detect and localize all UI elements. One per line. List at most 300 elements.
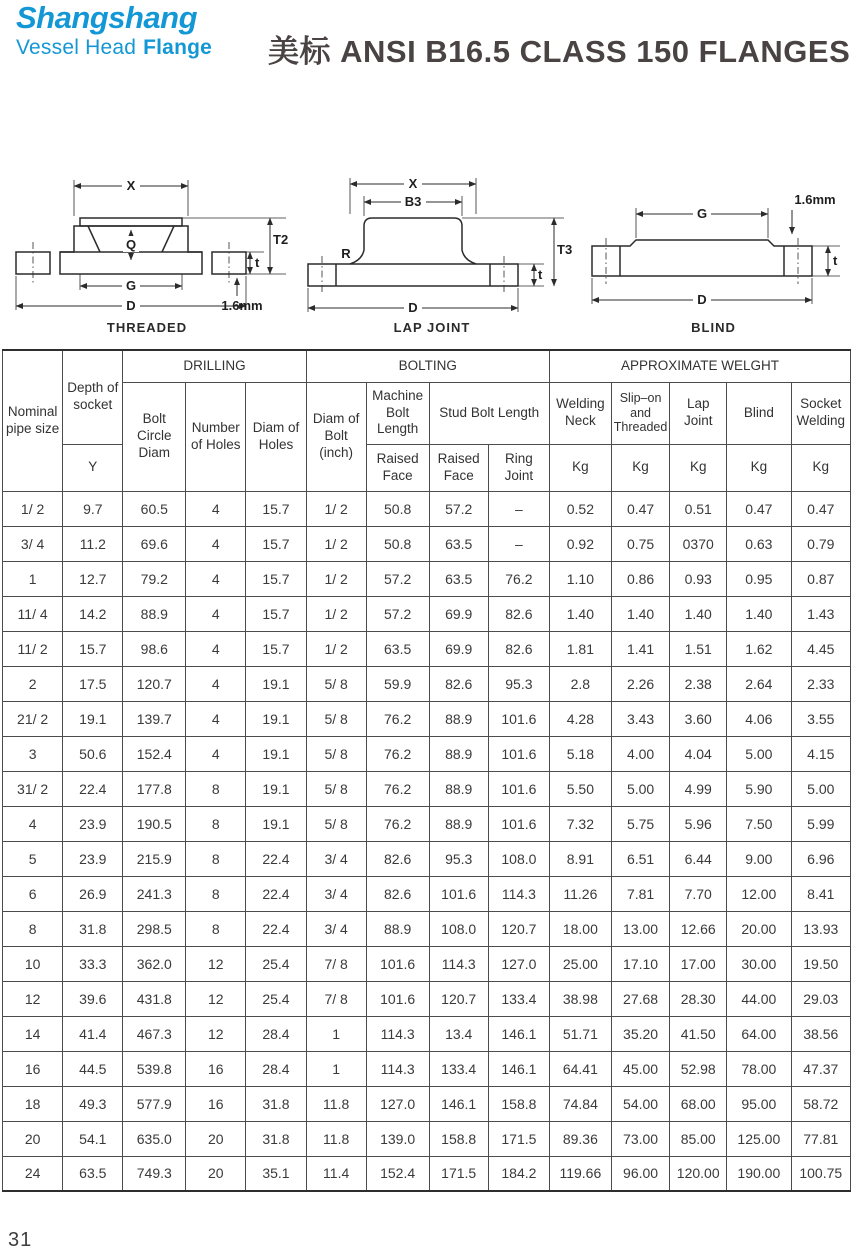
table-cell: 13.93 <box>791 911 850 946</box>
sub-header-stud-ring-joint: Ring Joint <box>488 444 549 491</box>
table-cell: 139.0 <box>366 1121 429 1156</box>
table-cell: 8 <box>3 911 63 946</box>
table-cell: 133.4 <box>429 1051 488 1086</box>
group-header-drilling: DRILLING <box>123 350 306 382</box>
table-cell: 11.2 <box>63 526 123 561</box>
sub-header-stud-raised-face: Raised Face <box>429 444 488 491</box>
table-cell: 22.4 <box>246 876 306 911</box>
table-cell: 15.7 <box>246 526 306 561</box>
table-cell: 44.00 <box>727 981 791 1016</box>
table-cell: 0.87 <box>791 561 850 596</box>
table-cell: 5.50 <box>549 771 611 806</box>
table-cell: 18.00 <box>549 911 611 946</box>
table-cell: 88.9 <box>429 736 488 771</box>
table-cell: 1.51 <box>670 631 727 666</box>
table-cell: 30.00 <box>727 946 791 981</box>
table-cell: 45.00 <box>611 1051 670 1086</box>
dim-label-d: D <box>408 300 418 315</box>
table-cell: 114.3 <box>366 1016 429 1051</box>
table-cell: 635.0 <box>123 1121 186 1156</box>
table-cell: 76.2 <box>366 736 429 771</box>
table-cell: 8 <box>186 841 246 876</box>
table-cell: 4.45 <box>791 631 850 666</box>
table-row <box>3 1156 851 1191</box>
col-header-lap-joint: Lap Joint <box>670 382 727 444</box>
table-cell: 63.5 <box>429 561 488 596</box>
table-cell: 158.8 <box>429 1121 488 1156</box>
table-cell: 114.3 <box>366 1051 429 1086</box>
drawing-caption-lap-joint: LAP JOINT <box>393 320 471 335</box>
table-cell: 63.5 <box>63 1156 123 1191</box>
page-number: 31 <box>8 1229 33 1251</box>
table-cell: 54.1 <box>63 1121 123 1156</box>
table-cell: 1 <box>306 1051 366 1086</box>
table-row <box>3 1086 851 1121</box>
dim-label-rf: 1.6mm <box>221 298 263 313</box>
table-cell: 88.9 <box>429 701 488 736</box>
table-cell: 119.66 <box>549 1156 611 1191</box>
table-row <box>3 841 851 876</box>
table-cell: 12.00 <box>727 876 791 911</box>
table-row <box>3 771 851 806</box>
table-cell: 6.51 <box>611 841 670 876</box>
dim-label-t3: T3 <box>557 242 573 257</box>
table-cell: 0.47 <box>611 491 670 526</box>
table-cell: 50.8 <box>366 526 429 561</box>
table-cell: 57.2 <box>429 491 488 526</box>
dim-label-x: X <box>126 178 136 193</box>
table-cell: 19.1 <box>246 701 306 736</box>
table-cell: 64.41 <box>549 1051 611 1086</box>
table-cell: – <box>488 491 549 526</box>
table-cell: 5.75 <box>611 806 670 841</box>
table-cell: 78.00 <box>727 1051 791 1086</box>
table-cell: 82.6 <box>488 631 549 666</box>
table-cell: 15.7 <box>246 596 306 631</box>
table-cell: 12 <box>3 981 63 1016</box>
drawing-blind <box>572 168 853 335</box>
table-cell: 127.0 <box>488 946 549 981</box>
table-cell: 29.03 <box>791 981 850 1016</box>
table-cell: 1/ 2 <box>306 526 366 561</box>
table-cell: 28.4 <box>246 1051 306 1086</box>
table-cell: 95.3 <box>488 666 549 701</box>
table-cell: 35.20 <box>611 1016 670 1051</box>
table-cell: 3.55 <box>791 701 850 736</box>
table-cell: 0.93 <box>670 561 727 596</box>
table-cell: 114.3 <box>488 876 549 911</box>
col-header-diam-of-bolt: Diam of Bolt (inch) <box>306 382 366 491</box>
dim-label-g: G <box>696 206 708 221</box>
table-cell: 19.1 <box>246 736 306 771</box>
table-cell: 3/ 4 <box>306 911 366 946</box>
table-cell: 7.81 <box>611 876 670 911</box>
col-header-number-of-holes: Number of Holes <box>186 382 246 491</box>
col-header-stud-bolt-length: Stud Bolt Length <box>429 382 549 444</box>
table-cell: 0.95 <box>727 561 791 596</box>
table-cell: 98.6 <box>123 631 186 666</box>
table-cell: 60.5 <box>123 491 186 526</box>
table-cell: 11.4 <box>306 1156 366 1191</box>
table-cell: 8.91 <box>549 841 611 876</box>
table-cell: 146.1 <box>488 1051 549 1086</box>
table-cell: 76.2 <box>366 806 429 841</box>
table-cell: 24 <box>3 1156 63 1191</box>
table-cell: 20.00 <box>727 911 791 946</box>
table-cell: 120.7 <box>488 911 549 946</box>
table-cell: 1.10 <box>549 561 611 596</box>
table-cell: 4 <box>186 491 246 526</box>
table-cell: 57.2 <box>366 561 429 596</box>
flange-drawings <box>2 168 851 335</box>
table-cell: 1.41 <box>611 631 670 666</box>
table-cell: 11.8 <box>306 1086 366 1121</box>
table-cell: 79.2 <box>123 561 186 596</box>
table-cell: 3/ 4 <box>3 526 63 561</box>
col-header-diam-of-holes: Diam of Holes <box>246 382 306 491</box>
dim-label-t: t <box>833 253 838 268</box>
table-cell: 1/ 2 <box>306 561 366 596</box>
sub-header-unit-kg-1: Kg <box>549 444 611 491</box>
table-cell: 0.52 <box>549 491 611 526</box>
table-cell: 7.70 <box>670 876 727 911</box>
table-cell: 17.10 <box>611 946 670 981</box>
table-cell: 12 <box>186 1016 246 1051</box>
table-cell: 14.2 <box>63 596 123 631</box>
table-cell: 31.8 <box>63 911 123 946</box>
table-cell: 63.5 <box>429 526 488 561</box>
dim-label-d: D <box>126 298 136 313</box>
table-cell: 15.7 <box>63 631 123 666</box>
sub-header-y: Y <box>63 444 123 491</box>
table-cell: 17.00 <box>670 946 727 981</box>
table-cell: 11/ 4 <box>3 596 63 631</box>
table-cell: 4 <box>186 631 246 666</box>
table-cell: – <box>488 526 549 561</box>
table-cell: 76.2 <box>366 701 429 736</box>
drawing-lap-joint <box>292 168 572 335</box>
table-cell: 0370 <box>670 526 727 561</box>
table-row <box>3 806 851 841</box>
table-cell: 1.62 <box>727 631 791 666</box>
table-cell: 11.8 <box>306 1121 366 1156</box>
table-row <box>3 631 851 666</box>
table-cell: 31.8 <box>246 1086 306 1121</box>
table-cell: 4 <box>186 526 246 561</box>
table-cell: 5 <box>3 841 63 876</box>
table-cell: 4 <box>186 596 246 631</box>
table-cell: 6.44 <box>670 841 727 876</box>
dim-label-r: R <box>341 246 351 261</box>
table-cell: 171.5 <box>429 1156 488 1191</box>
table-row <box>3 701 851 736</box>
table-cell: 1 <box>306 1016 366 1051</box>
logo-tagline-bold: Flange <box>143 36 213 59</box>
table-cell: 4 <box>186 561 246 596</box>
table-cell: 26.9 <box>63 876 123 911</box>
table-cell: 49.3 <box>63 1086 123 1121</box>
table-cell: 5/ 8 <box>306 701 366 736</box>
table-cell: 2 <box>3 666 63 701</box>
table-cell: 38.98 <box>549 981 611 1016</box>
table-cell: 95.00 <box>727 1086 791 1121</box>
table-cell: 100.75 <box>791 1156 850 1191</box>
table-cell: 85.00 <box>670 1121 727 1156</box>
table-cell: 63.5 <box>366 631 429 666</box>
table-cell: 0.47 <box>727 491 791 526</box>
group-header-approx-weight: APPROXIMATE WELGHT <box>549 350 850 382</box>
table-cell: 6.96 <box>791 841 850 876</box>
table-cell: 190.5 <box>123 806 186 841</box>
table-cell: 101.6 <box>429 876 488 911</box>
table-cell: 25.4 <box>246 981 306 1016</box>
table-cell: 152.4 <box>123 736 186 771</box>
table-cell: 108.0 <box>429 911 488 946</box>
table-cell: 431.8 <box>123 981 186 1016</box>
table-cell: 2.64 <box>727 666 791 701</box>
table-row <box>3 876 851 911</box>
table-cell: 50.8 <box>366 491 429 526</box>
table-cell: 4.99 <box>670 771 727 806</box>
table-cell: 127.0 <box>366 1086 429 1121</box>
table-cell: 15.7 <box>246 491 306 526</box>
table-cell: 8 <box>186 911 246 946</box>
col-header-depth-of-socket: Depth of socket <box>63 350 123 444</box>
table-cell: 35.1 <box>246 1156 306 1191</box>
table-cell: 114.3 <box>429 946 488 981</box>
table-cell: 1/ 2 <box>306 631 366 666</box>
table-cell: 96.00 <box>611 1156 670 1191</box>
dim-label-rf: 1.6mm <box>794 192 836 207</box>
table-cell: 0.79 <box>791 526 850 561</box>
table-cell: 88.9 <box>366 911 429 946</box>
table-cell: 1.40 <box>611 596 670 631</box>
table-cell: 4.15 <box>791 736 850 771</box>
drawing-caption-blind: BLIND <box>691 320 736 335</box>
sub-header-unit-kg-5: Kg <box>791 444 850 491</box>
table-cell: 4 <box>3 806 63 841</box>
table-cell: 3/ 4 <box>306 876 366 911</box>
table-cell: 73.00 <box>611 1121 670 1156</box>
table-row <box>3 1051 851 1086</box>
col-header-blind: Blind <box>727 382 791 444</box>
table-cell: 5.90 <box>727 771 791 806</box>
table-cell: 13.4 <box>429 1016 488 1051</box>
table-cell: 27.68 <box>611 981 670 1016</box>
table-cell: 120.7 <box>123 666 186 701</box>
table-cell: 23.9 <box>63 841 123 876</box>
table-cell: 3.43 <box>611 701 670 736</box>
table-cell: 101.6 <box>488 771 549 806</box>
company-logo <box>16 2 212 58</box>
table-cell: 17.5 <box>63 666 123 701</box>
table-cell: 69.9 <box>429 631 488 666</box>
table-cell: 4.28 <box>549 701 611 736</box>
table-cell: 8 <box>186 806 246 841</box>
table-cell: 5/ 8 <box>306 806 366 841</box>
table-cell: 47.37 <box>791 1051 850 1086</box>
table-cell: 59.9 <box>366 666 429 701</box>
table-cell: 16 <box>186 1086 246 1121</box>
table-cell: 4.00 <box>611 736 670 771</box>
flange-spec-table <box>2 349 851 1192</box>
table-cell: 171.5 <box>488 1121 549 1156</box>
table-cell: 5/ 8 <box>306 736 366 771</box>
table-row <box>3 946 851 981</box>
table-cell: 69.9 <box>429 596 488 631</box>
table-cell: 1/ 2 <box>306 491 366 526</box>
table-cell: 108.0 <box>488 841 549 876</box>
table-cell: 133.4 <box>488 981 549 1016</box>
table-cell: 31/ 2 <box>3 771 63 806</box>
table-cell: 7/ 8 <box>306 946 366 981</box>
table-cell: 41.50 <box>670 1016 727 1051</box>
table-cell: 51.71 <box>549 1016 611 1051</box>
table-cell: 20 <box>186 1121 246 1156</box>
dim-label-q: Q <box>125 237 137 252</box>
sub-header-unit-kg-3: Kg <box>670 444 727 491</box>
table-cell: 362.0 <box>123 946 186 981</box>
table-cell: 4 <box>186 666 246 701</box>
page-title: 美标 ANSI B16.5 CLASS 150 FLANGES <box>268 34 851 69</box>
table-cell: 7.32 <box>549 806 611 841</box>
table-cell: 3.60 <box>670 701 727 736</box>
table-cell: 12 <box>186 946 246 981</box>
table-cell: 577.9 <box>123 1086 186 1121</box>
table-cell: 82.6 <box>366 876 429 911</box>
table-cell: 15.7 <box>246 561 306 596</box>
table-cell: 22.4 <box>246 841 306 876</box>
table-cell: 28.30 <box>670 981 727 1016</box>
table-row <box>3 736 851 771</box>
table-cell: 39.6 <box>63 981 123 1016</box>
table-cell: 28.4 <box>246 1016 306 1051</box>
table-cell: 19.1 <box>63 701 123 736</box>
table-cell: 88.9 <box>429 806 488 841</box>
table-cell: 18 <box>3 1086 63 1121</box>
table-cell: 57.2 <box>366 596 429 631</box>
table-cell: 89.36 <box>549 1121 611 1156</box>
table-body <box>3 491 851 1191</box>
table-cell: 52.98 <box>670 1051 727 1086</box>
table-cell: 5.99 <box>791 806 850 841</box>
page-header <box>0 0 853 100</box>
table-row <box>3 1016 851 1051</box>
sub-header-unit-kg-2: Kg <box>611 444 670 491</box>
table-cell: 1.40 <box>727 596 791 631</box>
table-cell: 44.5 <box>63 1051 123 1086</box>
table-cell: 10 <box>3 946 63 981</box>
table-cell: 88.9 <box>123 596 186 631</box>
table-cell: 4.06 <box>727 701 791 736</box>
table-cell: 241.3 <box>123 876 186 911</box>
group-header-bolting: BOLTING <box>306 350 549 382</box>
table-cell: 6 <box>3 876 63 911</box>
sub-header-machine-raised-face: Raised Face <box>366 444 429 491</box>
dim-label-t2: T2 <box>273 232 289 247</box>
table-cell: 19.1 <box>246 806 306 841</box>
table-header <box>3 350 851 491</box>
col-header-slip-on-threaded: Slip–on and Threaded <box>611 382 670 444</box>
table-cell: 4.04 <box>670 736 727 771</box>
dim-label-d: D <box>697 292 707 307</box>
table-cell: 1.40 <box>670 596 727 631</box>
table-cell: 31.8 <box>246 1121 306 1156</box>
table-cell: 0.86 <box>611 561 670 596</box>
col-header-machine-bolt-length: Machine Bolt Length <box>366 382 429 444</box>
table-cell: 1.43 <box>791 596 850 631</box>
table-cell: 22.4 <box>246 911 306 946</box>
table-row <box>3 526 851 561</box>
table-cell: 215.9 <box>123 841 186 876</box>
table-cell: 95.3 <box>429 841 488 876</box>
table-row <box>3 596 851 631</box>
table-cell: 1.40 <box>549 596 611 631</box>
table-cell: 749.3 <box>123 1156 186 1191</box>
table-cell: 5.18 <box>549 736 611 771</box>
table-cell: 11.26 <box>549 876 611 911</box>
table-cell: 41.4 <box>63 1016 123 1051</box>
table-cell: 101.6 <box>366 981 429 1016</box>
table-cell: 0.51 <box>670 491 727 526</box>
dim-label-t: t <box>538 267 543 282</box>
table-cell: 190.00 <box>727 1156 791 1191</box>
table-cell: 7/ 8 <box>306 981 366 1016</box>
table-cell: 11/ 2 <box>3 631 63 666</box>
table-cell: 12.7 <box>63 561 123 596</box>
table-cell: 76.2 <box>366 771 429 806</box>
table-cell: 5/ 8 <box>306 666 366 701</box>
table-cell: 3/ 4 <box>306 841 366 876</box>
table-cell: 8 <box>186 771 246 806</box>
table-cell: 2.33 <box>791 666 850 701</box>
table-cell: 82.6 <box>488 596 549 631</box>
table-cell: 64.00 <box>727 1016 791 1051</box>
table-cell: 33.3 <box>63 946 123 981</box>
table-cell: 1/ 2 <box>306 596 366 631</box>
table-row <box>3 666 851 701</box>
table-cell: 467.3 <box>123 1016 186 1051</box>
table-cell: 146.1 <box>429 1086 488 1121</box>
table-cell: 2.26 <box>611 666 670 701</box>
dim-label-b3: B3 <box>404 194 422 209</box>
logo-tagline-text: Vessel Head <box>16 36 137 59</box>
table-row <box>3 561 851 596</box>
table-cell: 120.00 <box>670 1156 727 1191</box>
table-row <box>3 981 851 1016</box>
col-header-welding-neck: Welding Neck <box>549 382 611 444</box>
sub-header-unit-kg-4: Kg <box>727 444 791 491</box>
table-cell: 1 <box>3 561 63 596</box>
table-cell: 120.7 <box>429 981 488 1016</box>
table-cell: 184.2 <box>488 1156 549 1191</box>
table-cell: 3 <box>3 736 63 771</box>
table-cell: 5.96 <box>670 806 727 841</box>
table-cell: 5/ 8 <box>306 771 366 806</box>
lap-joint-flange-diagram <box>292 168 572 318</box>
table-cell: 146.1 <box>488 1016 549 1051</box>
table-cell: 82.6 <box>429 666 488 701</box>
table-cell: 101.6 <box>488 806 549 841</box>
table-cell: 88.9 <box>429 771 488 806</box>
table-cell: 25.4 <box>246 946 306 981</box>
table-cell: 2.8 <box>549 666 611 701</box>
table-cell: 68.00 <box>670 1086 727 1121</box>
logo-tagline <box>16 37 212 58</box>
table-cell: 12 <box>186 981 246 1016</box>
table-cell: 101.6 <box>488 736 549 771</box>
table-cell: 77.81 <box>791 1121 850 1156</box>
